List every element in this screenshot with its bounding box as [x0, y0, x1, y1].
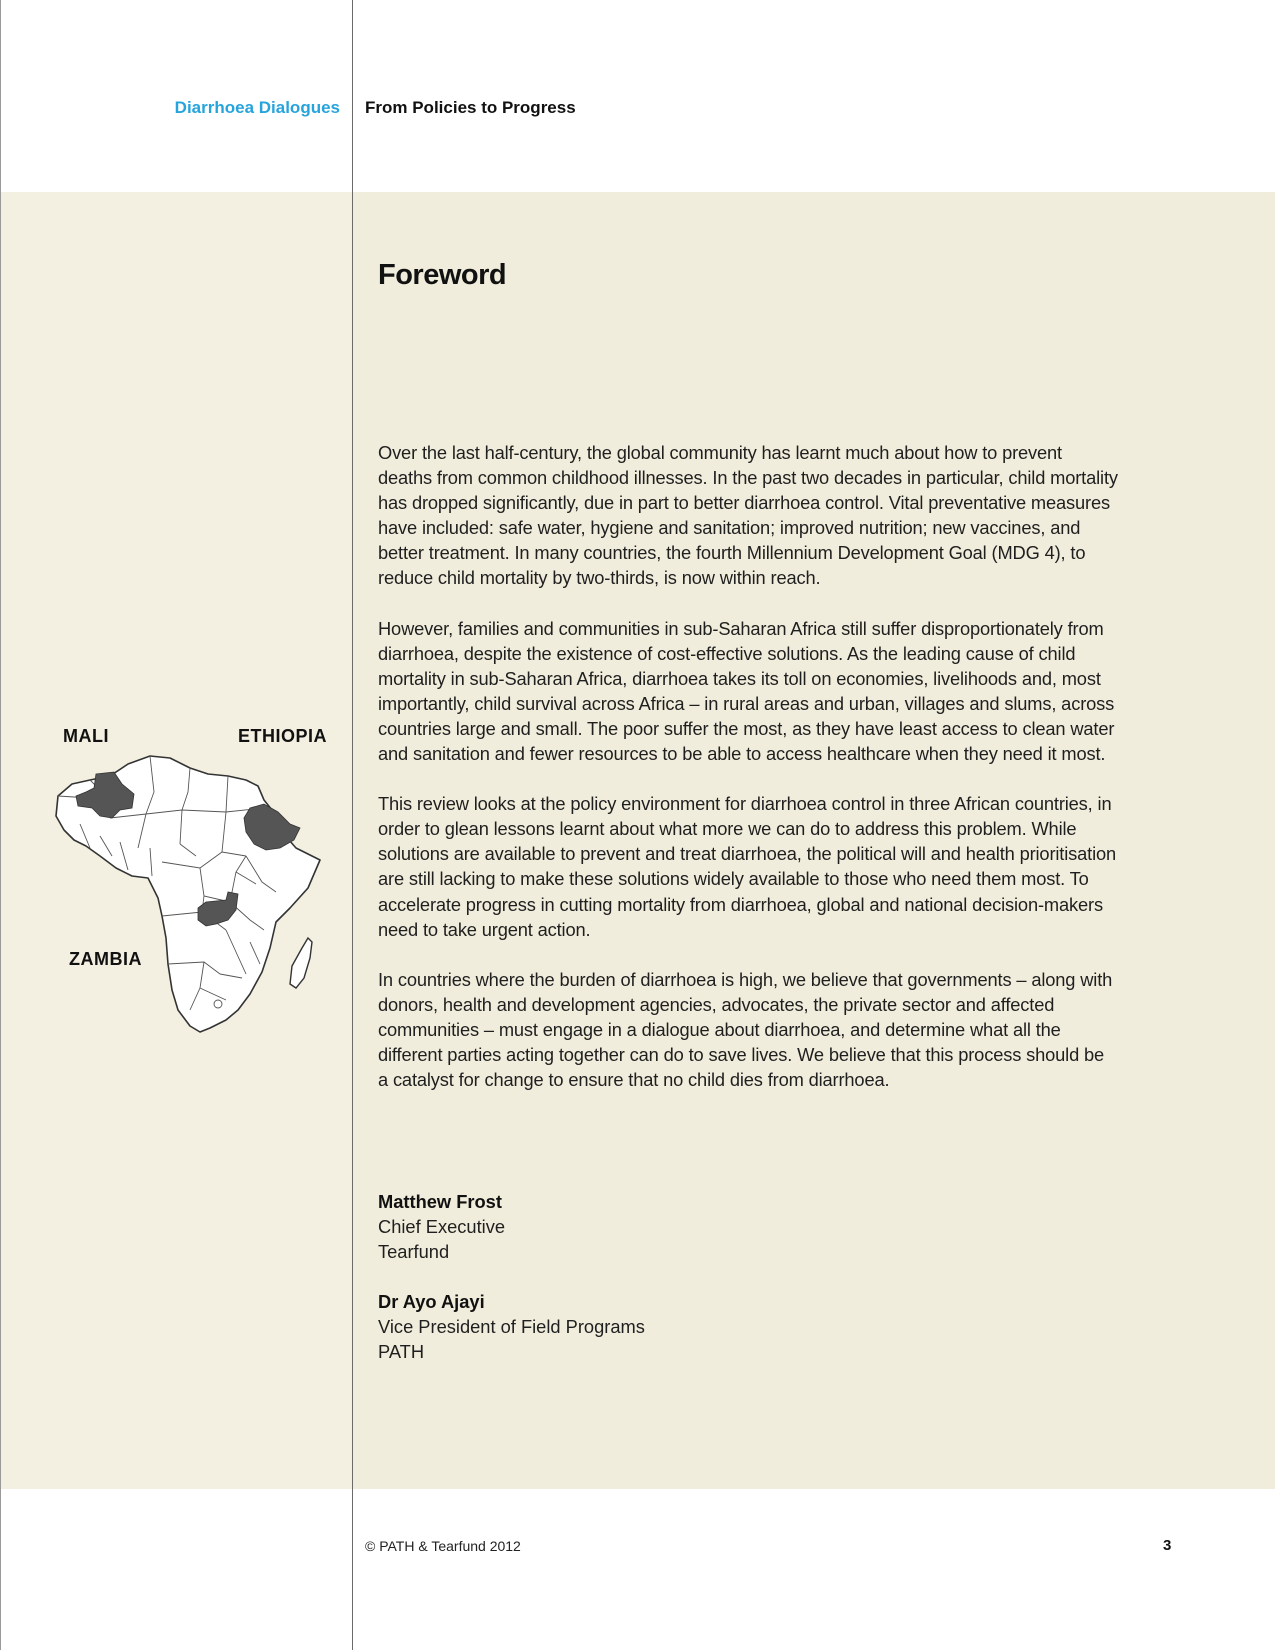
signatory-title: Chief Executive — [378, 1216, 506, 1238]
paragraph-3: This review looks at the policy environment for diarrhoea control in three African countries, in order to glean lessons learnt about what more we can do to address this problem. While solutions are available to prevent and treat diarrhoea, the political will and health prioritisation are still lacking to make these solutions widely available to those who need them most. To accelerate progress in cutting mortality from diarrhoea, global and national decision-makers need to take urgent action. — [378, 793, 1117, 940]
signatory-2 — [378, 1289, 878, 1364]
signatory-name: Dr Ayo Ajayi — [378, 1291, 485, 1312]
page-number: 3 — [1163, 1537, 1172, 1554]
column-divider — [352, 0, 353, 1650]
signatory-1 — [378, 1189, 878, 1264]
signatory-name: Matthew Frost — [378, 1191, 502, 1212]
map-label-ethiopia: ETHIOPIA — [238, 726, 328, 746]
africa-map — [50, 752, 330, 1042]
signatory-title: Vice President of Field Programs — [378, 1316, 645, 1338]
madagascar-shape — [290, 938, 312, 988]
page-title: Foreword — [378, 259, 507, 291]
report-title: From Policies to Progress — [365, 98, 576, 117]
copyright-notice: © PATH & Tearfund 2012 — [365, 1538, 521, 1554]
signatory-org: PATH — [378, 1341, 425, 1363]
map-label-zambia: ZAMBIA — [69, 949, 142, 969]
paragraph-2: However, families and communities in sub-Saharan Africa still suffer disproportionately from diarrhoea, despite the existence of cost-effective solutions. As the leading cause of child mortality in sub-Saharan Africa, diarrhoea takes its toll on economies, livelihoods and, most importantly, child survival across Africa – in rural areas and urban, villages and slums, across countries large and small. The poor suffer the most, as they have least access to clean water and sanitation and fewer resources to be able to access healthcare when they need it most. — [378, 617, 1115, 765]
foreword-body — [378, 440, 1118, 1117]
paragraph-1: Over the last half-century, the global community has learnt much about how to prevent deaths from common childhood illnesses. In the past two decades in particular, child mortality has dropped significantly, due in part to better diarrhoea control. Vital preventative measures have included: safe water, hygiene and sanitation; improved nutrition; new vaccines, and better treatment. In many countries, the fourth Millennium Development Goal (MDG 4), to reduce child mortality by two-thirds, is now within reach. — [378, 442, 1118, 589]
series-title: Diarrhoea Dialogues — [174, 98, 340, 117]
paragraph-4: In countries where the burden of diarrhoea is high, we believe that governments – along with donors, health and development agencies, advocates, the private sector and affected communities – must engage in a dialogue about diarrhoea, and determine what all the different parties acting together can do to save lives. We believe that this process should be a catalyst for change to ensure that no child dies from diarrhoea. — [378, 968, 1113, 1091]
map-label-mali: MALI — [63, 726, 109, 746]
signatory-org: Tearfund — [378, 1241, 450, 1263]
page-edge — [0, 0, 1, 1650]
